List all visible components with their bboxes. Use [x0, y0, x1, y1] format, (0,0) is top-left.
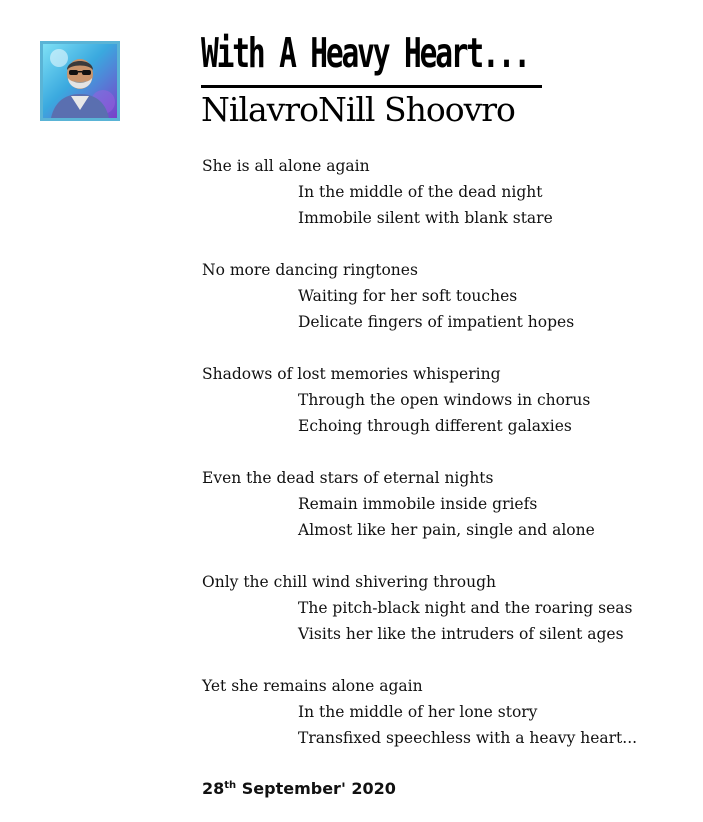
poem-line: The pitch-black night and the roaring seas [298, 599, 633, 617]
stanza [202, 465, 682, 543]
portrait-icon [43, 44, 117, 118]
poem-line: Echoing through different galaxies [298, 417, 572, 435]
stanza [202, 361, 682, 439]
poem-line: Remain immobile inside griefs [298, 495, 538, 513]
stanza [202, 673, 682, 751]
date-month-year: September' 2020 [236, 779, 396, 798]
poem-line: She is all alone again [202, 157, 370, 175]
stanza [202, 257, 682, 335]
date-suffix: th [224, 780, 237, 791]
poem-line: Even the dead stars of eternal nights [202, 469, 494, 487]
poem-line: Delicate fingers of impatient hopes [298, 313, 575, 331]
author-portrait [40, 41, 120, 121]
poem-body [202, 153, 682, 777]
stanza [202, 153, 682, 231]
poem-line: Immobile silent with blank stare [298, 209, 553, 227]
date-day: 28 [202, 779, 225, 798]
poem-line: Transfixed speechless with a heavy heart... [298, 729, 638, 747]
author-name: NilavroNill Shoovro [201, 90, 515, 129]
poem-line: Visits her like the intruders of silent ages [298, 625, 624, 643]
poem-line: Almost like her pain, single and alone [298, 521, 595, 539]
poem-line: Shadows of lost memories whispering [202, 365, 501, 383]
poem-title: With A Heavy Heart... [201, 29, 529, 77]
poem-line: No more dancing ringtones [202, 261, 418, 279]
stanza [202, 569, 682, 647]
poem-line: Waiting for her soft touches [298, 287, 518, 305]
poem-date [202, 774, 396, 801]
poem-line: Through the open windows in chorus [298, 391, 591, 409]
poem-line: Yet she remains alone again [202, 677, 423, 695]
poem-line: In the middle of the dead night [298, 183, 543, 201]
poem-line: In the middle of her lone story [298, 703, 538, 721]
poem-line: Only the chill wind shivering through [202, 573, 497, 591]
